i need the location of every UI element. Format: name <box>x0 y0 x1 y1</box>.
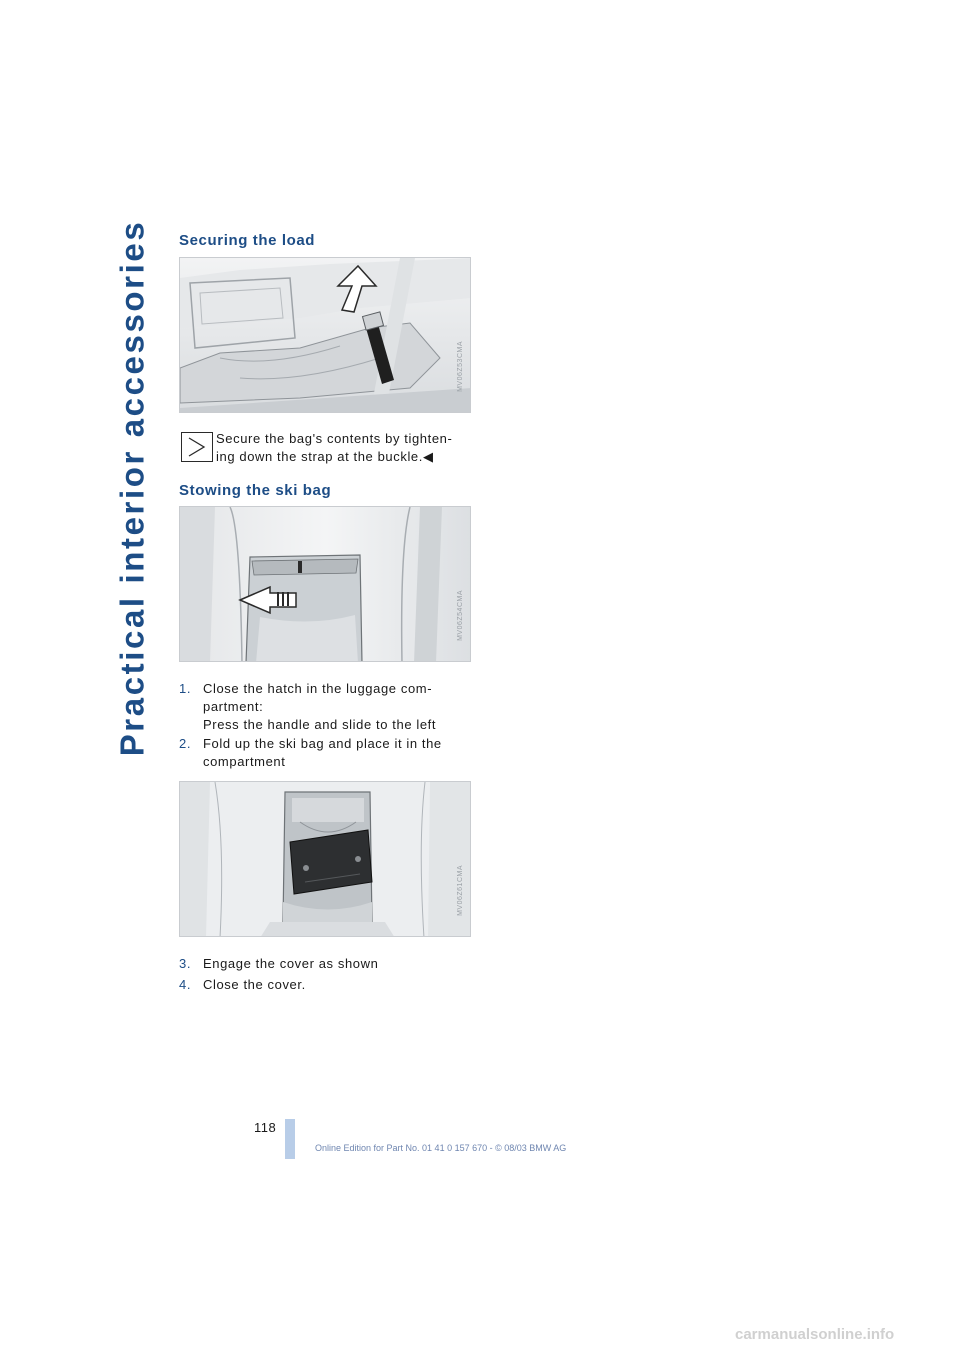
figure-strap-buckle <box>179 257 471 413</box>
step-4 <box>179 976 479 994</box>
cover-engage-illustration <box>180 782 471 937</box>
figure-cover-engage <box>179 781 471 937</box>
figure-code: MV06Z54CMA <box>457 590 464 641</box>
end-marker: ◀ <box>422 449 434 464</box>
note-box <box>179 430 479 466</box>
step-3 <box>179 955 479 973</box>
heading-securing-the-load: Securing the load <box>179 232 316 249</box>
page-number: 118 <box>254 1120 277 1135</box>
step-number: 2. <box>179 736 192 751</box>
step-text: Engage the cover as shown <box>203 956 379 971</box>
step-number: 4. <box>179 977 192 992</box>
figure-code: MV06Z61CMA <box>457 865 464 916</box>
page-bar <box>285 1119 295 1159</box>
step-number: 1. <box>179 681 192 696</box>
note-arrow-icon <box>181 432 213 462</box>
note-body: Secure the bag's contents by tighten- ing down the strap at the buckle. <box>216 431 453 464</box>
step-text: Close the hatch in the luggage com- partment: Press the handle and slide to the left <box>203 681 437 732</box>
figure-code: MV06Z53CMA <box>457 341 464 392</box>
chapter-title-text: Practical interior accessories <box>113 219 151 757</box>
chapter-side-title <box>112 219 152 757</box>
step-text: Fold up the ski bag and place it in the compartment <box>203 736 442 769</box>
step-number: 3. <box>179 956 192 971</box>
watermark: carmanualsonline.info <box>735 1326 895 1343</box>
heading-stowing-the-ski-bag: Stowing the ski bag <box>179 482 332 499</box>
hatch-slide-illustration <box>180 507 471 662</box>
note-triangle-icon <box>182 433 212 461</box>
strap-buckle-illustration <box>180 258 471 413</box>
step-2 <box>179 735 479 771</box>
footer-edition: Online Edition for Part No. 01 41 0 157 670 - © 08/03 BMW AG <box>315 1143 567 1153</box>
figure-hatch-slide <box>179 506 471 662</box>
step-1 <box>179 680 479 734</box>
step-text: Close the cover. <box>203 977 306 992</box>
note-text <box>216 430 486 466</box>
